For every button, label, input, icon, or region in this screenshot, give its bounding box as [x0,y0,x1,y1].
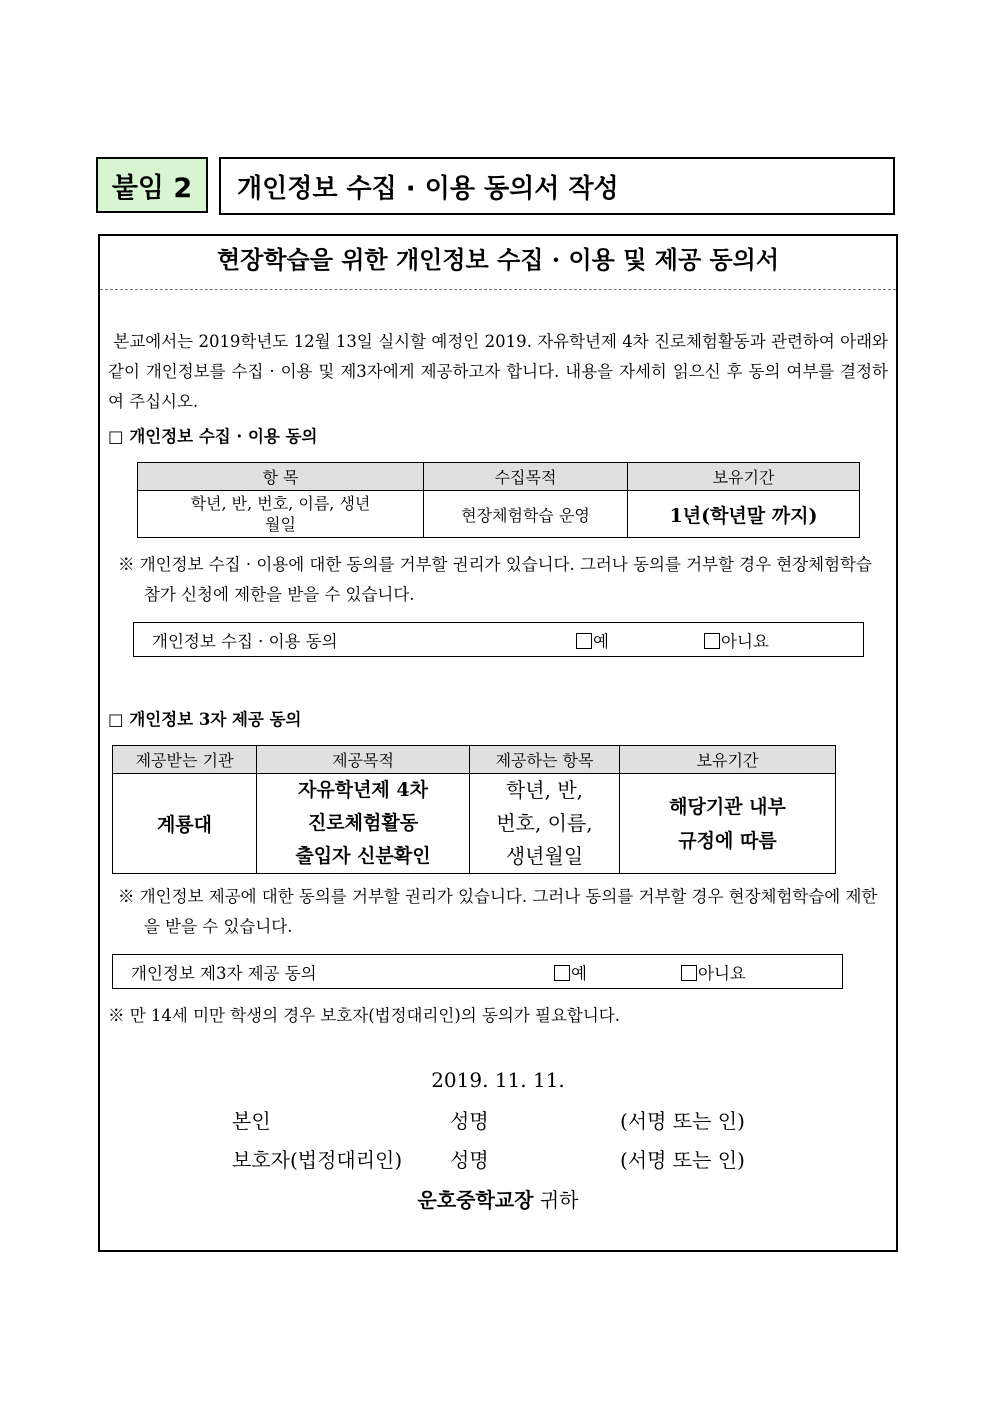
cell-items [138,491,424,538]
collection-consent-no[interactable]: 아니요 [704,628,769,652]
date: 2019. 11. 11. [431,1068,565,1092]
items-text: 학년, 반, 번호, 이름, 생년월일 [190,494,371,534]
collection-consent-yes[interactable]: 예 [576,628,609,652]
guardian-role: 보호자(법정대리인) [232,1148,403,1172]
section1-note: ※ 개인정보 수집 · 이용에 대한 동의를 거부할 권리가 있습니다. 그러나 동의를 거부할 경우 현장체험학습 참가 신청에 제한을 받을 수 있습니다. [118,555,872,604]
recipient [100,1184,896,1213]
checkbox-icon[interactable] [554,965,570,981]
collection-consent-box [133,622,864,657]
cell-purpose: 자유학년제 4차 진로체험활동 출입자 신분확인 [257,774,470,874]
intro-paragraph [108,327,888,417]
collection-consent-label: 개인정보 수집 · 이용 동의 [152,631,338,651]
collection-table [137,462,860,538]
name-field-label: 성명 [450,1148,489,1172]
provision-table [112,745,836,874]
recipient-suffix: 귀하 [539,1188,579,1212]
col-header-purpose: 수집목적 [424,463,628,491]
cell-purpose: 현장체험학습 운영 [424,491,628,538]
page-title: 개인정보 수집 · 이용 동의서 작성 [219,157,895,215]
col-header-period: 보유기간 [620,746,836,774]
cell-org: 계룡대 [113,774,257,874]
section1-heading: □ 개인정보 수집 · 이용 동의 [108,427,318,446]
section2-heading: □ 개인정보 3자 제공 동의 [108,710,302,729]
col-header-purpose: 제공목적 [257,746,470,774]
provision-consent-yes[interactable]: 예 [554,960,587,984]
col-header-org: 제공받는 기관 [113,746,257,774]
cell-period: 해당기관 내부 규정에 따름 [620,774,836,874]
signature-mark: (서명 또는 인) [620,1109,745,1133]
col-header-items: 제공하는 항목 [470,746,620,774]
checkbox-icon[interactable] [576,633,592,649]
provision-consent-no[interactable]: 아니요 [681,960,746,984]
cell-period: 1년(학년말 까지) [628,491,860,538]
intro-text: 본교에서는 2019학년도 12월 13일 실시할 예정인 2019. 자유학년제 4차 진로체험활동과 관련하여 아래와 같이 개인정보를 수집 · 이용 및 제3자에게 제공하고자 합니다. 내용을 자세히 읽으신 후 동의 여부를 결정하여 주십시오. [108,332,888,411]
title-divider [100,289,896,290]
attachment-tag: 붙임 2 [96,157,208,213]
provision-consent-label: 개인정보 제3자 제공 동의 [131,963,317,983]
recipient-name: 운호중학교장 [417,1188,534,1212]
checkbox-icon[interactable] [704,633,720,649]
signer-role: 본인 [232,1109,271,1133]
provision-consent-box [112,954,843,989]
age-note: ※ 만 14세 미만 학생의 경우 보호자(법정대리인)의 동의가 필요합니다. [108,1006,620,1025]
name-field-label: 성명 [450,1109,489,1133]
cell-items: 학년, 반, 번호, 이름, 생년월일 [470,774,620,874]
checkbox-icon[interactable] [681,965,697,981]
col-header-items: 항 목 [138,463,424,491]
section2-note: ※ 개인정보 제공에 대한 동의를 거부할 권리가 있습니다. 그러나 동의를 거부할 경우 현장체험학습에 제한을 받을 수 있습니다. [118,887,878,936]
col-header-period: 보유기간 [628,463,860,491]
form-title: 현장학습을 위한 개인정보 수집 · 이용 및 제공 동의서 [216,245,780,274]
signature-mark: (서명 또는 인) [620,1148,745,1172]
